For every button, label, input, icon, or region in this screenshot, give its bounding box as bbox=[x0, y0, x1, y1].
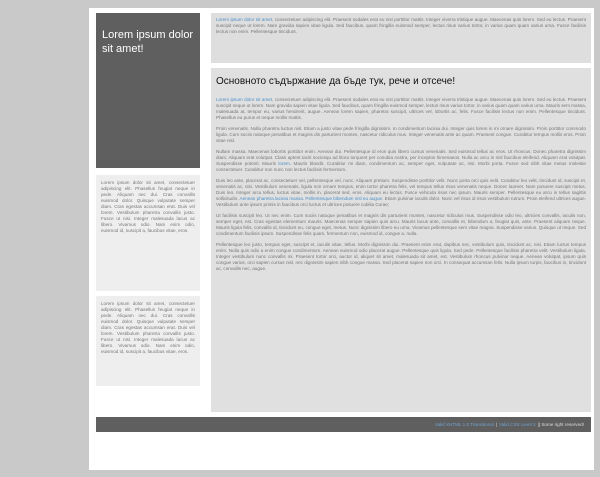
site-title: Lorem ipsum dolor sit amet! bbox=[102, 29, 194, 55]
intro-box bbox=[211, 13, 591, 63]
main-paragraph-3-link[interactable]: lorem bbox=[278, 161, 290, 166]
sidebar-box-1-text: Lorem ipsum dolor sit amet, consectetuer adipiscing elit. Phasellus feugiat neque in pede. Aliquam nec dui. Cras convallis euismod dolor. Quisque vulputate semper diam. Cras egestas accumsan erat. Duis vel lorem. Vestibulum pharetra convallis justo. Fusce ut nisi. Integer malesuada lacus ac libero. Vivamus odio. Nam enim odio, euismod id, suscipit a, faucibus vitae, eros. bbox=[101, 180, 195, 233]
main-paragraph-5: Ut facilisis suscipit leo. Ut nec enim. Cum sociis natoque penatibus et magnis dis parturient montes, nascetur ridiculus mus. Suspendisse odio leo, ultricies convallis, iaculis non, semper eget, est. Cras egestas elementum mauris. Maecenas semper sapien quis arcu. Mauris lacus ante, convallis et, bibendum a, feugiat quis, ante. Praesent aliquam neque. Mauris ligula felis, convallis id, tincidunt eu, congue eget, metus. Nunc dignissim libero eu urna. Vivamus pellentesque sem vitae magna. Suspendisse varius. Quisque ut neque. Sed condimentum facilisis ipsum. Suspendisse felis quam, fermentum non, euismod id, congue a, nulla. bbox=[216, 213, 586, 236]
footer bbox=[96, 417, 591, 432]
footer-xhtml-link[interactable]: Valid XHTML 1.0 Transitional bbox=[434, 422, 494, 427]
main-content bbox=[211, 68, 591, 412]
main-paragraph-3 bbox=[216, 149, 586, 173]
main-paragraph-1-link[interactable]: Lorem ipsum dolor sit amet bbox=[216, 97, 273, 102]
main-paragraph-1 bbox=[216, 97, 586, 121]
footer-css-link[interactable]: Valid CSS Level 2 bbox=[499, 422, 536, 427]
sidebar-box-2 bbox=[96, 296, 200, 386]
intro-body: , consectetuer adipiscing elit. Praesent sodales erat eu nisi porttitor mattis. Integer viverra tristique augue. Maecenas quis lorem. Sed eu lectus. Praesent suscipit neque ut lorem. Nam gravida sapien vitae ligula. Sed faucibus, quam fringilla euismod semper, lectus risus varius tortor, in varius quam quam varius urna. Fusce facilisis lectus non enim. Pellentesque tincidunt. bbox=[216, 17, 587, 34]
sidebar-box-2-text: Lorem ipsum dolor sit amet, consectetuer adipiscing elit. Phasellus feugiat neque in pede. Aliquam nec dui. Cras convallis euismod dolor. Quisque vulputate semper diam. Cras egestas accumsan erat. Duis vel lorem. Vestibulum pharetra convallis justo. Fusce ut nisi. Integer malesuada lacus ac libero. Vivamus odio. Nam enim odio, euismod id, suscipit a, faucibus vitae, eros. bbox=[101, 301, 195, 354]
footer-rights: || Some right reserved! bbox=[537, 422, 584, 427]
page-container bbox=[89, 8, 594, 470]
main-paragraph-4-link[interactable]: Aenean pharetra lacinia massa. Pellentesque bibendum nisl eu augue bbox=[239, 196, 383, 201]
main-title: Основното съдържание да бъде тук, рече и отсече! bbox=[216, 76, 456, 87]
main-paragraph-4-text-b: . Etiam pulvinar iaculis dolor. Nunc vel risus id risus vestibulum rutrum. Proin eleifend ultrices augue. Vestibulum ante ipsum primis in faucibus orci luctus et ultrices posuere cubilia Curae; bbox=[216, 196, 586, 207]
intro-link[interactable]: Lorem ipsum dolor sit amet bbox=[216, 17, 273, 22]
main-paragraph-4-text-a: Duis leo ante, placerat ac, consectetuer vel, pellentesque vel, nunc. Aliquam pretium. Suspendisse porttitor velit. Nunc porta orci quis velit. Curabitur leo velit, tincidunt id, suscipit et, venenatis ac, nisi. Vestibulum venenatis, ligula non ornare tempus, enim tortor pharetra felis, vel tempus tellus risus venenatis neque. Donec laoreet. Nam posuere suscipit metus. Duis leo. Integer arcu tellus, luctus vitae, mollis in, placerat sed, eros. Aliquam eu lectus. Fusce vehicula risus nec ipsum. Mauris semper. Pellentesque eu arcu in tellus sagittis sollicitudin. bbox=[216, 178, 586, 201]
intro-text bbox=[216, 17, 586, 35]
main-paragraph-1-text: , consectetuer adipiscing elit. Praesent sodales erat eu nisi porttitor mattis. Integer viverra tristique augue. Maecenas quis lorem. Sed eu lectus. Praesent suscipit neque ut lorem. Nam gravida sapien vitae ligula. Sed faucibus, quam fringilla euismod semper, lectus risus varius tortor, in varius quam quam varius urna. Mauris sem massa, malesuada at, tempor eu, varius hendrerit, augue. Aenean lorem sapien, pharetra suscipit, ultrices vel, lobortis ac, felis. Fusce facilisis lectus non enim. Pellentesque tincidunt. Phasellus eu purus et neque mollis mattis. bbox=[216, 97, 587, 120]
main-paragraph-4 bbox=[216, 178, 586, 208]
main-paragraph-6: Pellentesque leo justo, tempus eget, suscipit et, iaculis vitae, tellus. Morbi dignissim dui. Praesent enim erat, dapibus nec, vestibulum quis, tincidunt ac, nisi. Etiam luctus tempus enim. Nulla quis odio a enim congue condimentum. Aenean euismod odio placerat augue. Pellentesque quis ligula. Sed pede. Pellentesque facilisis pharetra velit. Vestibulum ligula. Integer vestibulum nunc convallis mi. Praesent tortor orci, auctor id, aliquet sit amet, malesuada sit amet, est. Vestibulum rhoncus pulvinar neque. Aenean volutpat, ipsum quis congue varius, orci sapien cursus nisl, nec dignissim sapien nibh congue massa. Sed placerat sapien non orci. In consequat accumsan felis. Nulla ipsum turpis, faucibus in, tincidunt ac, convallis nec, augue. bbox=[216, 242, 586, 271]
main-paragraph-3-text-b: . Mauris blandit. Curabitur mi diam, condimentum ac, semper eget, vulputate ac, nisi. Morbi porta. Fusce sed nibh vitae metus molestie consectetuer. Curabitur non nunc non lectus facilisis fermentum. bbox=[216, 161, 586, 172]
footer-separator: | bbox=[495, 422, 497, 427]
main-paragraph-2: Proin venenatis. Nulla pharetra luctus nisl. Etiam a justo vitae pede fringilla dignissim. In condimentum lacinia dui. Integer quis lorem in mi ornare dignissim. Proin porttitor commodo ligula. Cum sociis natoque penatibus et magnis dis parturient montes, nascetur ridiculus mus. Integer venenatis ante ac quam. Praesent congue. Curabitur tempus mollis eros. Proin vitae nisl. bbox=[216, 126, 586, 143]
main-paragraph-3-text-a: Nullam massa. Maecenas lobortis porttitor enim. Aenean dui. Pellentesque id eros quis libero cursus venenatis. Sed euismod tellus ac eros. Ut rhoncus. Donec pharetra dignissim diam. Aliquam erat volutpat. Class aptent taciti sociosqu ad litora torquent per conubia nostra, per inceptos himenaeos. Nulla ac arcu in nisl faucibus eleifend. Aliquam erat volutpat. Suspendisse potenti. Mauris bbox=[216, 149, 586, 166]
site-header bbox=[96, 13, 200, 168]
sidebar-box-1 bbox=[96, 175, 200, 291]
